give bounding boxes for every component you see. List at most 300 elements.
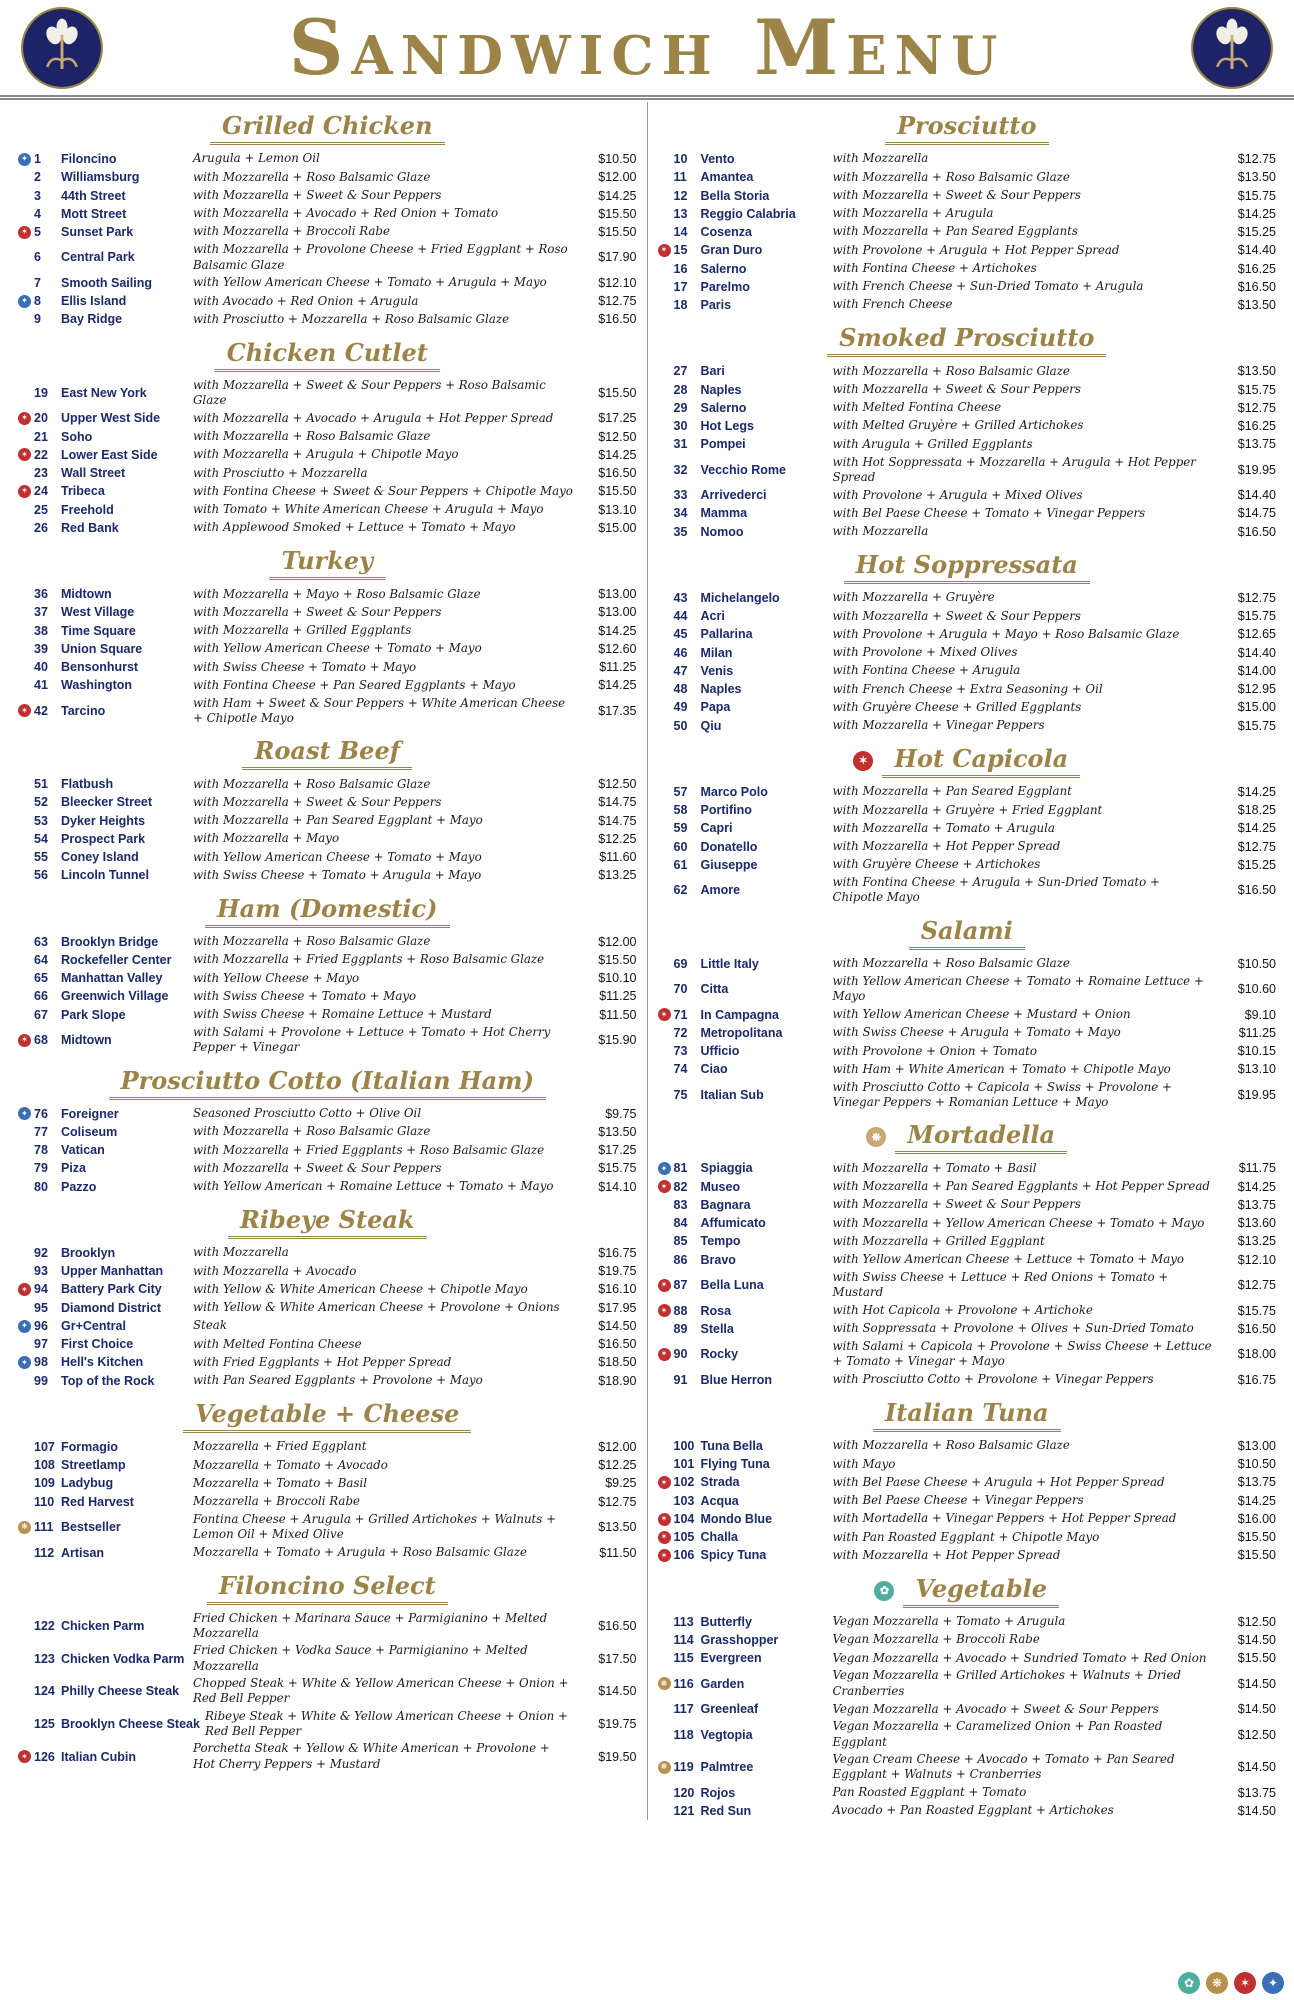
item-number: 104 <box>673 1511 695 1526</box>
item-price: $14.25 <box>598 188 637 203</box>
section-name: Vegetable <box>903 1574 1059 1608</box>
item-number: 32 <box>673 462 688 477</box>
item-description: with Mozzarella + Provolone Cheese + Fried Eggplant + Roso Balsamic Glaze <box>193 242 568 272</box>
item-description: Vegan Mozzarella + Broccoli Rabe <box>832 1632 1040 1647</box>
item-name: Bensonhurst <box>61 660 139 675</box>
item-price: $11.25 <box>599 660 637 675</box>
badge-icon <box>658 786 671 799</box>
item-number: 87 <box>673 1278 688 1293</box>
item-name: Lower East Side <box>61 447 158 462</box>
item-description: with Arugula + Grilled Eggplants <box>832 436 1033 451</box>
item-description: with Mozzarella + Gruyère <box>832 590 995 605</box>
item-name: Acri <box>700 609 725 624</box>
item-price: $15.75 <box>1237 609 1276 624</box>
item-price: $13.25 <box>1237 1234 1276 1249</box>
item-description: with Provolone + Arugula + Mayo + Roso Balsamic Glaze <box>832 626 1180 641</box>
menu-item <box>18 1708 637 1741</box>
item-number: 5 <box>34 225 41 239</box>
item-name: Rocky <box>700 1347 739 1362</box>
item-price: $13.10 <box>598 502 637 517</box>
item-price: $15.25 <box>1237 857 1276 872</box>
menu-item <box>658 1667 1277 1700</box>
item-price: $16.10 <box>598 1282 637 1297</box>
item-name: Tribeca <box>61 484 105 499</box>
item-price: $12.75 <box>598 294 637 309</box>
item-description: with Melted Gruyère + Grilled Artichokes <box>832 418 1084 433</box>
section-title <box>658 111 1277 145</box>
item-name: Cosenza <box>700 225 752 239</box>
item-price: $16.25 <box>1237 261 1276 276</box>
teal-section-icon <box>874 1581 894 1601</box>
item-price: $11.60 <box>599 850 637 865</box>
badge-icon <box>18 851 31 864</box>
item-number: 116 <box>673 1676 694 1691</box>
item-name: Park Slope <box>61 1007 126 1022</box>
menu-section <box>18 338 637 537</box>
menu-section <box>658 111 1277 314</box>
menu-item <box>18 1244 637 1262</box>
badge-icon <box>18 606 31 619</box>
item-name: Mott Street <box>61 206 127 221</box>
item-name: Hell's Kitchen <box>61 1355 144 1370</box>
badge-icon <box>658 299 671 312</box>
menu-item <box>658 1784 1277 1802</box>
item-description: with Mozzarella + Pan Seared Eggplant + Mayo <box>193 813 483 828</box>
menu-item <box>18 377 637 410</box>
item-description: with Avocado + Red Onion + Arugula <box>193 293 419 308</box>
badge-icon <box>658 226 671 239</box>
item-price: $15.75 <box>1237 1303 1276 1318</box>
menu-section <box>18 1205 637 1390</box>
item-number: 107 <box>34 1439 55 1454</box>
menu-item <box>658 504 1277 522</box>
tan-section-icon <box>866 1127 886 1147</box>
item-description: with Mozzarella + Sweet & Sour Peppers <box>193 187 442 202</box>
item-number: 33 <box>673 488 688 503</box>
badge-icon <box>658 628 671 641</box>
item-number: 102 <box>673 1475 695 1490</box>
item-description: with Mozzarella + Pan Seared Eggplant <box>832 784 1072 799</box>
item-name: Arrivederci <box>700 488 767 503</box>
menu-item <box>18 676 637 694</box>
item-description: with Yellow American + Romaine Lettuce + Tomato + Mayo <box>193 1179 554 1194</box>
item-number: 66 <box>34 989 48 1004</box>
red-badge-icon <box>658 1279 671 1292</box>
item-name: Salerno <box>700 400 747 415</box>
item-name: Greenwich Village <box>61 989 169 1004</box>
menu-item <box>658 1492 1277 1510</box>
item-number: 109 <box>34 1476 55 1491</box>
section-name: Italian Tuna <box>873 1398 1061 1432</box>
badge-icon <box>658 701 671 714</box>
section-name: Turkey <box>269 546 385 580</box>
menu-item <box>18 1740 637 1773</box>
menu-item <box>18 1493 637 1511</box>
item-number: 35 <box>673 524 688 539</box>
menu-item <box>658 1042 1277 1060</box>
section-name: Vegetable + Cheese <box>183 1399 471 1433</box>
item-name: Marco Polo <box>700 784 768 799</box>
item-price: $11.50 <box>599 1007 637 1022</box>
item-number: 52 <box>34 795 48 810</box>
item-number: 118 <box>673 1727 694 1742</box>
item-description: with Mozzarella + Avocado <box>193 1263 357 1278</box>
menu-item <box>18 1456 637 1474</box>
item-name: Pompei <box>700 437 746 452</box>
item-price: $15.50 <box>598 385 637 400</box>
item-number: 4 <box>34 206 41 221</box>
menu-item <box>658 783 1277 801</box>
item-price: $9.75 <box>605 1106 637 1121</box>
item-description: with French Cheese + Sun-Dried Tomato + Arugula <box>832 279 1144 294</box>
menu-section <box>18 1066 637 1196</box>
badge-icon <box>658 280 671 293</box>
menu-item <box>18 464 637 482</box>
blue-badge-icon <box>18 1356 31 1369</box>
menu-item <box>658 1751 1277 1784</box>
menu-item <box>18 793 637 811</box>
item-description: with Mozzarella + Sweet & Sour Peppers <box>832 608 1081 623</box>
badge-icon <box>658 420 671 433</box>
item-price: $14.40 <box>1237 243 1276 258</box>
item-price: $14.50 <box>1237 1803 1276 1818</box>
item-description: with Swiss Cheese + Lettuce + Red Onions + Tomato + Mustard <box>832 1269 1169 1300</box>
item-name: Top of the Rock <box>61 1373 155 1388</box>
item-number: 98 <box>34 1355 48 1370</box>
menu-item <box>658 717 1277 735</box>
blue-badge-icon <box>18 1107 31 1120</box>
item-price: $12.75 <box>1237 152 1276 166</box>
badge-icon <box>18 277 31 290</box>
item-name: Stella <box>700 1321 734 1336</box>
item-price: $12.10 <box>1237 1252 1276 1267</box>
menu-item <box>18 482 637 500</box>
menu-item <box>658 486 1277 504</box>
item-price: $12.50 <box>1237 1727 1276 1742</box>
item-name: Brooklyn Cheese Steak <box>61 1716 200 1731</box>
item-name: Bari <box>700 364 725 379</box>
item-name: Portifino <box>700 803 752 818</box>
item-number: 123 <box>34 1651 55 1666</box>
red-section-icon <box>853 751 873 771</box>
item-number: 53 <box>34 813 48 828</box>
badge-icon <box>658 957 671 970</box>
item-number: 86 <box>673 1252 688 1267</box>
item-price: $14.25 <box>1237 206 1276 221</box>
item-name: Philly Cheese Steak <box>61 1684 180 1699</box>
item-price: $12.95 <box>1237 682 1276 697</box>
badge-icon <box>18 814 31 827</box>
item-description: with French Cheese + Extra Seasoning + Oil <box>832 681 1103 696</box>
badge-icon <box>658 884 671 897</box>
item-description: with Hot Capicola + Provolone + Artichoke <box>832 1302 1094 1317</box>
item-number: 120 <box>673 1785 695 1800</box>
badge-icon <box>658 665 671 678</box>
item-price: $18.50 <box>598 1355 637 1370</box>
menu-item <box>658 1060 1277 1078</box>
item-price: $16.50 <box>1237 883 1276 898</box>
item-number: 101 <box>673 1457 695 1472</box>
gold-badge-icon <box>18 1521 31 1534</box>
item-price: $14.75 <box>598 795 637 810</box>
item-price: $14.75 <box>598 813 637 828</box>
menu-item <box>658 454 1277 487</box>
item-description: with Bel Paese Cheese + Arugula + Hot Pepper Spread <box>832 1474 1165 1489</box>
badge-icon <box>18 430 31 443</box>
item-number: 90 <box>673 1347 688 1362</box>
item-name: Coliseum <box>61 1124 118 1139</box>
menu-item <box>18 274 637 292</box>
item-number: 41 <box>34 678 48 693</box>
badge-icon <box>18 1374 31 1387</box>
item-price: $16.50 <box>1237 524 1276 539</box>
item-number: 45 <box>673 627 688 642</box>
red-badge-icon <box>658 1549 671 1562</box>
item-price: $15.75 <box>598 1161 637 1176</box>
item-number: 16 <box>673 261 688 276</box>
badge-icon <box>18 313 31 326</box>
item-number: 54 <box>34 831 48 846</box>
menu-item <box>18 603 637 621</box>
menu-item <box>18 1511 637 1544</box>
badge-icon <box>658 1615 671 1628</box>
item-name: Filoncino <box>61 152 117 166</box>
item-description: with Mozzarella + Vinegar Peppers <box>832 718 1045 733</box>
menu-item <box>658 1178 1277 1196</box>
item-number: 117 <box>673 1702 694 1717</box>
badge-icon <box>18 954 31 967</box>
item-number: 36 <box>34 587 48 602</box>
item-name: Pallarina <box>700 627 753 642</box>
item-description: with Mozzarella <box>832 151 929 166</box>
item-name: Smooth Sailing <box>61 275 152 290</box>
item-name: Pazzo <box>61 1179 97 1194</box>
section-name: Ribeye Steak <box>228 1205 427 1239</box>
menu-item <box>18 1544 637 1562</box>
item-price: $16.75 <box>598 1245 637 1260</box>
badge-icon <box>658 171 671 184</box>
item-description: with Yellow American Cheese + Tomato + Arugula + Mayo <box>193 275 547 290</box>
menu-item <box>18 187 637 205</box>
menu-item <box>18 1178 637 1196</box>
item-name: Donatello <box>700 839 758 854</box>
item-number: 93 <box>34 1264 48 1279</box>
item-price: $14.10 <box>598 1179 637 1194</box>
item-name: Upper Manhattan <box>61 1264 164 1279</box>
menu-item <box>658 241 1277 259</box>
item-number: 70 <box>673 982 688 997</box>
item-number: 40 <box>34 660 48 675</box>
menu-item <box>18 1353 637 1371</box>
red-badge-icon <box>18 704 31 717</box>
item-price: $12.00 <box>598 934 637 949</box>
item-price: $13.50 <box>1237 364 1276 379</box>
item-price: $17.95 <box>598 1300 637 1315</box>
badge-icon <box>658 592 671 605</box>
badge-icon <box>18 1441 31 1454</box>
menu-item <box>658 838 1277 856</box>
section-title <box>658 550 1277 584</box>
item-description: with Mozzarella + Roso Balsamic Glaze <box>832 956 1070 971</box>
menu-item <box>18 310 637 328</box>
menu-section <box>658 1120 1277 1389</box>
item-name: Lincoln Tunnel <box>61 868 149 883</box>
item-number: 72 <box>673 1025 688 1040</box>
item-price: $17.50 <box>598 1651 637 1666</box>
item-name: Capri <box>700 821 733 836</box>
menu-item <box>18 428 637 446</box>
badge-icon <box>18 1685 31 1698</box>
item-number: 49 <box>673 700 688 715</box>
item-description: with Mozzarella + Sweet & Sour Peppers + Roso Balsamic Glaze <box>193 377 546 407</box>
item-price: $19.95 <box>1237 462 1276 477</box>
badge-icon <box>658 719 671 732</box>
menu-item <box>658 187 1277 205</box>
item-price: $14.25 <box>1237 784 1276 799</box>
item-description: with Yellow American Cheese + Mustard + Onion <box>832 1007 1131 1022</box>
item-price: $13.10 <box>1237 1062 1276 1077</box>
item-description: with Fried Eggplants + Hot Pepper Spread <box>193 1354 452 1369</box>
item-price: $16.25 <box>1237 419 1276 433</box>
menu-item <box>658 1006 1277 1024</box>
item-price: $15.00 <box>1237 700 1276 715</box>
item-number: 2 <box>34 170 41 185</box>
badge-icon <box>658 262 671 275</box>
badge-icon <box>18 1652 31 1665</box>
item-price: $16.50 <box>598 1618 637 1633</box>
menu-item <box>18 1123 637 1141</box>
item-description: with Prosciutto Cotto + Provolone + Vinegar Peppers <box>832 1372 1154 1387</box>
item-description: with Salami + Provolone + Lettuce + Tomato + Hot Cherry Pepper + Vinegar <box>193 1024 551 1055</box>
item-description: with Mozzarella <box>832 524 929 539</box>
item-number: 103 <box>673 1493 695 1508</box>
item-number: 34 <box>673 506 688 521</box>
item-price: $12.75 <box>1237 590 1276 605</box>
menu-item <box>18 1105 637 1123</box>
item-description: with Pan Roasted Eggplant + Chipotle Mayo <box>832 1529 1100 1544</box>
item-name: West Village <box>61 605 135 620</box>
item-description: with Mozzarella + Sweet & Sour Peppers <box>832 187 1081 202</box>
red-badge-icon <box>18 448 31 461</box>
section-name: Filoncino Select <box>207 1571 448 1605</box>
blue-legend-icon <box>1262 1972 1284 1994</box>
menu-item <box>18 1299 637 1317</box>
item-number: 95 <box>34 1300 48 1315</box>
item-description: Mozzarella + Tomato + Avocado <box>193 1457 388 1472</box>
menu-item <box>658 662 1277 680</box>
menu-item <box>18 951 637 969</box>
item-description: with Mozzarella + Sweet & Sour Peppers <box>193 794 442 809</box>
item-price: $14.25 <box>598 623 637 638</box>
menu-item <box>18 519 637 537</box>
item-price: $15.50 <box>1237 1530 1276 1545</box>
menu-item <box>18 1141 637 1159</box>
item-name: Ciao <box>700 1062 728 1077</box>
item-price: $14.40 <box>1237 488 1276 503</box>
item-description: with Mortadella + Vinegar Peppers + Hot Pepper Spread <box>832 1511 1177 1526</box>
item-number: 6 <box>34 250 41 265</box>
badge-icon <box>658 1235 671 1248</box>
item-name: Challa <box>700 1530 739 1545</box>
item-price: $15.50 <box>1237 1548 1276 1563</box>
item-name: Rosa <box>700 1303 732 1318</box>
item-price: $12.10 <box>598 275 637 290</box>
item-name: Streetlamp <box>61 1458 126 1473</box>
item-number: 67 <box>34 1007 48 1022</box>
menu-section <box>658 550 1277 735</box>
gold-legend-icon <box>1206 1972 1228 1994</box>
item-number: 61 <box>673 857 688 872</box>
red-badge-icon <box>658 1008 671 1021</box>
item-description: with Applewood Smoked + Lettuce + Tomato + Mayo <box>193 520 516 535</box>
item-number: 25 <box>34 502 48 517</box>
menu-item <box>658 1528 1277 1546</box>
item-number: 75 <box>673 1087 688 1102</box>
menu-item <box>18 446 637 464</box>
item-description: Seasoned Prosciutto Cotto + Olive Oil <box>193 1106 422 1121</box>
section-title <box>18 1205 637 1239</box>
item-number: 30 <box>673 419 688 433</box>
red-badge-icon <box>658 1531 671 1544</box>
item-name: Dyker Heights <box>61 813 146 828</box>
item-description: Fried Chicken + Vodka Sauce + Parmigianino + Melted Mozzarella <box>193 1643 528 1673</box>
item-description: with Mozzarella + Sweet & Sour Peppers <box>832 381 1081 396</box>
menu-item <box>658 362 1277 380</box>
item-name: Artisan <box>61 1545 105 1560</box>
badge-icon <box>658 646 671 659</box>
badge-icon <box>18 251 31 264</box>
item-description: with Provolone + Onion + Tomato <box>832 1043 1037 1058</box>
item-description: with Soppressata + Provolone + Olives + Sun-Dried Tomato <box>832 1321 1194 1336</box>
red-badge-icon <box>658 1180 671 1193</box>
item-price: $15.50 <box>598 484 637 499</box>
item-description: with Melted Fontina Cheese <box>832 400 1002 415</box>
item-price: $12.50 <box>598 777 637 792</box>
item-price: $14.25 <box>1237 821 1276 836</box>
blue-badge-icon <box>18 295 31 308</box>
item-number: 110 <box>34 1494 55 1509</box>
item-number: 43 <box>673 590 688 605</box>
item-price: $17.25 <box>598 411 637 426</box>
item-description: with Yellow American Cheese + Tomato + Mayo <box>193 641 482 656</box>
item-number: 21 <box>34 429 48 444</box>
item-description: with Mozzarella + Grilled Eggplant <box>832 1233 1045 1248</box>
item-number: 100 <box>673 1438 695 1453</box>
item-name: Mamma <box>700 506 748 521</box>
item-number: 69 <box>673 956 688 971</box>
item-number: 29 <box>673 400 688 415</box>
menu-section <box>658 1574 1277 1820</box>
section-title <box>18 894 637 928</box>
item-price: $14.50 <box>1237 1702 1276 1717</box>
menu-section <box>658 1398 1277 1565</box>
item-price: $13.00 <box>598 605 637 620</box>
item-description: with Mozzarella + Roso Balsamic Glaze <box>832 1438 1070 1453</box>
menu-item <box>658 819 1277 837</box>
item-name: 44th Street <box>61 188 126 203</box>
badge-icon <box>658 153 671 166</box>
badge-icon <box>658 1063 671 1076</box>
badge-icon <box>18 189 31 202</box>
item-number: 113 <box>673 1614 694 1629</box>
badge-icon <box>658 1253 671 1266</box>
item-description: with Tomato + White American Cheese + Arugula + Mayo <box>193 502 544 517</box>
item-price: $15.75 <box>1237 188 1276 203</box>
item-name: Blue Herron <box>700 1372 773 1387</box>
blue-badge-icon <box>18 1320 31 1333</box>
item-number: 106 <box>673 1548 695 1563</box>
item-price: $12.75 <box>1237 1278 1276 1293</box>
